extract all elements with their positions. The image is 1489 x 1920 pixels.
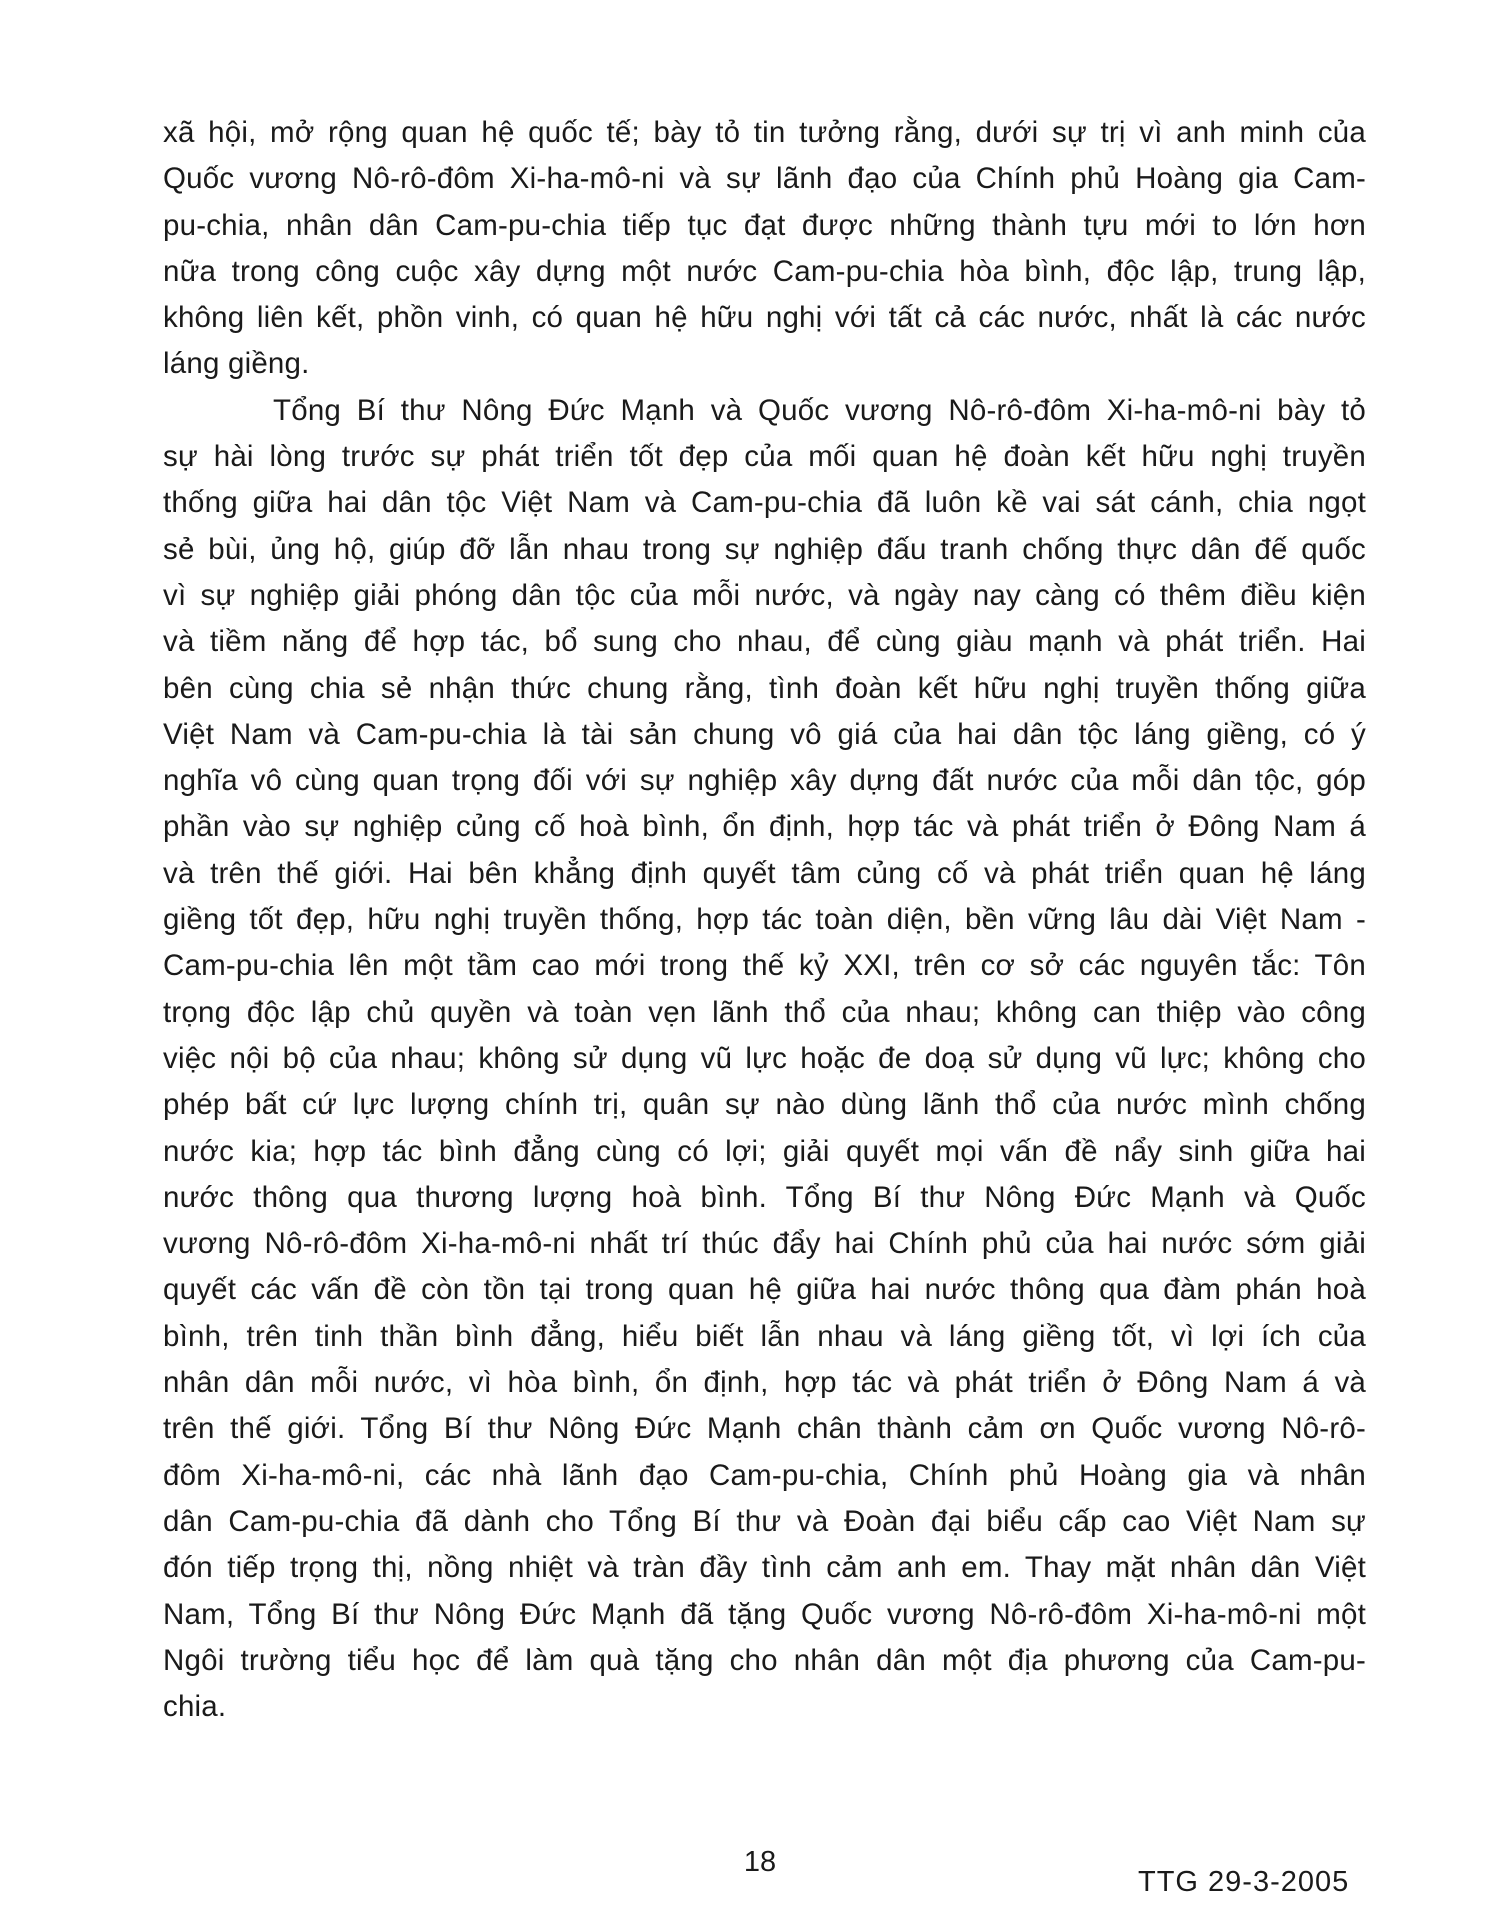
text-line: trên thế giới. Tổng Bí thư Nông Đức Mạnh chân thành cảm ơn Quốc vương Nô-rô-	[163, 1412, 1366, 1446]
text-line: Quốc vương Nô-rô-đôm Xi-ha-mô-ni và sự lãnh đạo của Chính phủ Hoàng gia Cam-	[163, 162, 1366, 196]
text-line: phần vào sự nghiệp củng cố hoà bình, ổn định, hợp tác và phát triển ở Đông Nam á	[163, 810, 1366, 844]
page-number: 18	[743, 1846, 777, 1878]
text-line: Cam-pu-chia lên một tầm cao mới trong thế kỷ XXI, trên cơ sở các nguyên tắc: Tôn	[163, 949, 1366, 983]
text-line: láng giềng.	[163, 347, 310, 381]
paragraph	[163, 110, 1366, 388]
text-line: vì sự nghiệp giải phóng dân tộc của mỗi nước, và ngày nay càng có thêm điều kiện	[163, 578, 1366, 612]
text-line: giềng tốt đẹp, hữu nghị truyền thống, hợp tác toàn diện, bền vững lâu dài Việt Nam -	[163, 903, 1366, 937]
text-line: dân Cam-pu-chia đã dành cho Tổng Bí thư và Đoàn đại biểu cấp cao Việt Nam sự	[163, 1504, 1366, 1538]
text-line: trọng độc lập chủ quyền và toàn vẹn lãnh thổ của nhau; không can thiệp vào công	[163, 995, 1366, 1029]
text-line: sự hài lòng trước sự phát triển tốt đẹp của mối quan hệ đoàn kết hữu nghị truyền	[163, 440, 1366, 474]
text-line: phép bất cứ lực lượng chính trị, quân sự nào dùng lãnh thổ của nước mình chống	[163, 1088, 1366, 1122]
text-line: việc nội bộ của nhau; không sử dụng vũ lực hoặc đe doạ sử dụng vũ lực; không cho	[163, 1041, 1366, 1075]
text-line: nước thông qua thương lượng hoà bình. Tổng Bí thư Nông Đức Mạnh và Quốc	[163, 1180, 1366, 1214]
text-line: đôm Xi-ha-mô-ni, các nhà lãnh đạo Cam-pu-chia, Chính phủ Hoàng gia và nhân	[163, 1458, 1366, 1492]
text-line: bên cùng chia sẻ nhận thức chung rằng, tình đoàn kết hữu nghị truyền thống giữa	[163, 671, 1366, 705]
text-line: sẻ bùi, ủng hộ, giúp đỡ lẫn nhau trong sự nghiệp đấu tranh chống thực dân đế quốc	[163, 532, 1366, 566]
text-line: nhân dân mỗi nước, vì hòa bình, ổn định, hợp tác và phát triển ở Đông Nam á và	[163, 1366, 1366, 1400]
paragraph	[163, 388, 1366, 1731]
text-line: và tiềm năng để hợp tác, bổ sung cho nhau, để cùng giàu mạnh và phát triển. Hai	[163, 625, 1366, 659]
text-line: chia.	[163, 1690, 227, 1724]
text-line: quyết các vấn đề còn tồn tại trong quan hệ giữa hai nước thông qua đàm phán hoà	[163, 1273, 1366, 1307]
text-line: Ngôi trường tiểu học để làm quà tặng cho nhân dân một địa phương của Cam-pu-	[163, 1643, 1366, 1677]
text-line: và trên thế giới. Hai bên khẳng định quyết tâm củng cố và phát triển quan hệ láng	[163, 856, 1366, 890]
text-line: pu-chia, nhân dân Cam-pu-chia tiếp tục đạt được những thành tựu mới to lớn hơn	[163, 208, 1366, 242]
text-line: thống giữa hai dân tộc Việt Nam và Cam-pu-chia đã luôn kề vai sát cánh, chia ngọt	[163, 486, 1366, 520]
text-line: nữa trong công cuộc xây dựng một nước Cam-pu-chia hòa bình, độc lập, trung lập,	[163, 254, 1366, 288]
text-line: Tổng Bí thư Nông Đức Mạnh và Quốc vương Nô-rô-đôm Xi-ha-mô-ni bày tỏ	[273, 393, 1366, 427]
text-line: vương Nô-rô-đôm Xi-ha-mô-ni nhất trí thúc đẩy hai Chính phủ của hai nước sớm giải	[163, 1227, 1366, 1261]
text-line: nghĩa vô cùng quan trọng đối với sự nghiệp xây dựng đất nước của mỗi dân tộc, góp	[163, 764, 1366, 798]
text-line: không liên kết, phồn vinh, có quan hệ hữu nghị với tất cả các nước, nhất là các nước	[163, 301, 1366, 335]
text-line: xã hội, mở rộng quan hệ quốc tế; bày tỏ tin tưởng rằng, dưới sự trị vì anh minh của	[163, 116, 1366, 149]
text-line: bình, trên tinh thần bình đẳng, hiểu biết lẫn nhau và láng giềng tốt, vì lợi ích của	[163, 1319, 1366, 1353]
text-line: đón tiếp trọng thị, nồng nhiệt và tràn đầy tình cảm anh em. Thay mặt nhân dân Việt	[163, 1551, 1366, 1585]
footer-code: TTG 29-3-2005	[1138, 1866, 1350, 1898]
text-line: Nam, Tổng Bí thư Nông Đức Mạnh đã tặng Quốc vương Nô-rô-đôm Xi-ha-mô-ni một	[163, 1597, 1366, 1631]
text-line: Việt Nam và Cam-pu-chia là tài sản chung vô giá của hai dân tộc láng giềng, có ý	[163, 717, 1366, 751]
body-text	[163, 110, 1366, 1730]
text-line: nước kia; hợp tác bình đẳng cùng có lợi; giải quyết mọi vấn đề nẩy sinh giữa hai	[163, 1134, 1366, 1168]
